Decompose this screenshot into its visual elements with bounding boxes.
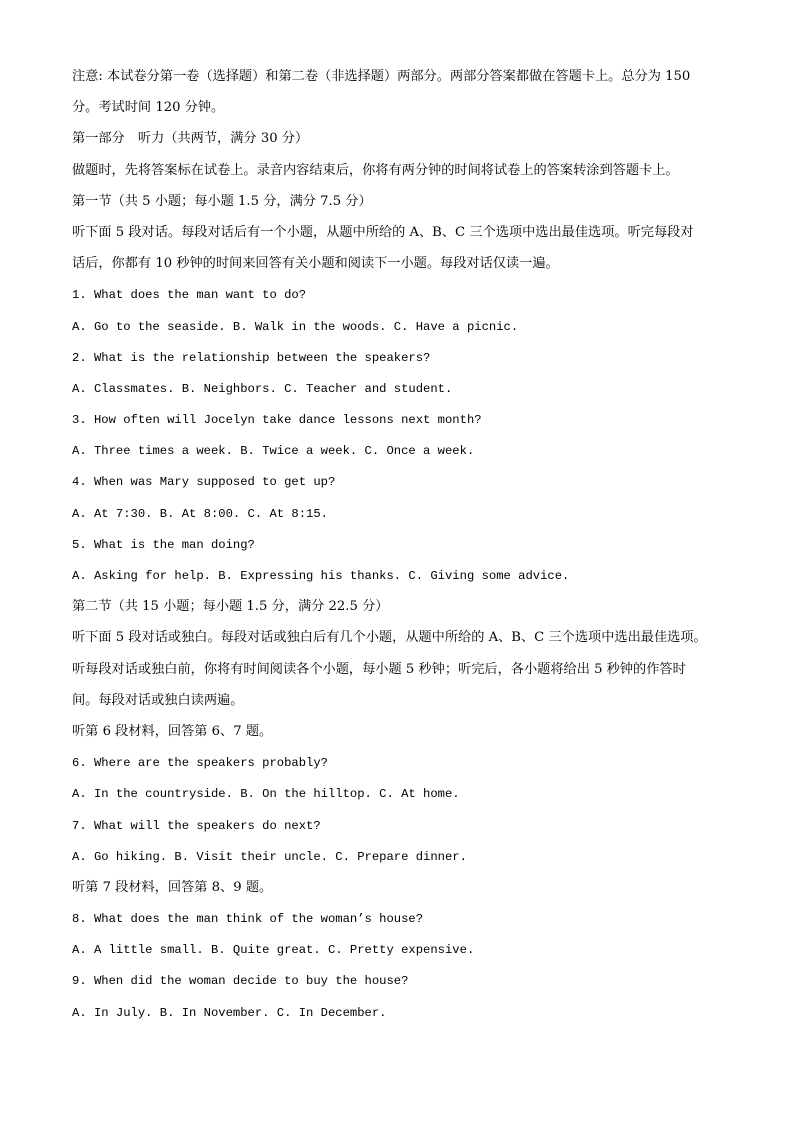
question-4-options: A. At 7:30. B. At 8:00. C. At 8:15.: [72, 506, 328, 521]
part-one-heading: 第一部分 听力（共两节，满分 30 分）: [72, 131, 309, 147]
material-6-heading: 听第 6 段材料，回答第 6、7 题。: [72, 723, 273, 739]
instruction-notice-line-2: 分。考试时间 120 分钟。: [72, 100, 225, 116]
section-one-instruction-line-1: 听下面 5 段对话。每段对话后有一个小题，从题中所给的 A、B、C 三个选项中选出最佳选项。听完每段对: [72, 224, 694, 240]
section-two-instruction-line-1: 听下面 5 段对话或独白。每段对话或独白后有几个小题，从题中所给的 A、B、C 三个选项中选出最佳选项。: [72, 630, 707, 646]
question-1: 1. What does the man want to do?: [72, 288, 307, 303]
question-5: 5. What is the man doing?: [72, 537, 255, 552]
section-two-heading: 第二节（共 15 小题；每小题 1.5 分，满分 22.5 分）: [72, 599, 389, 615]
question-3: 3. How often will Jocelyn take dance lessons next month?: [72, 413, 482, 428]
question-6: 6. Where are the speakers probably?: [72, 756, 328, 771]
question-3-options: A. Three times a week. B. Twice a week. C. Once a week.: [72, 444, 475, 459]
material-7-heading: 听第 7 段材料，回答第 8、9 题。: [72, 879, 273, 895]
part-one-instruction: 做题时，先将答案标在试卷上。录音内容结束后，你将有两分钟的时间将试卷上的答案转涂到答题卡上。: [72, 162, 679, 178]
question-5-options: A. Asking for help. B. Expressing his thanks. C. Giving some advice.: [72, 569, 570, 583]
section-one-heading: 第一节（共 5 小题；每小题 1.5 分，满分 7.5 分）: [72, 193, 372, 209]
question-8: 8. What does the man think of the woman’s house?: [72, 912, 424, 927]
section-two-instruction-line-3: 间。每段对话或独白读两遍。: [72, 692, 244, 708]
question-2: 2. What is the relationship between the speakers?: [72, 350, 431, 365]
section-two-instruction-line-2: 听每段对话或独白前，你将有时间阅读各个小题，每小题 5 秒钟；听完后，各小题将给出 5 秒钟的作答时: [72, 661, 686, 677]
question-2-options: A. Classmates. B. Neighbors. C. Teacher and student.: [72, 381, 453, 396]
question-9: 9. When did the woman decide to buy the house?: [72, 974, 409, 989]
question-7-options: A. Go hiking. B. Visit their uncle. C. Prepare dinner.: [72, 849, 467, 864]
question-7: 7. What will the speakers do next?: [72, 818, 321, 833]
question-9-options: A. In July. B. In November. C. In December.: [72, 1005, 387, 1020]
section-one-instruction-line-2: 话后，你都有 10 秒钟的时间来回答有关小题和阅读下一小题。每段对话仅读一遍。: [72, 256, 559, 272]
exam-page: [72, 66, 732, 1033]
question-8-options: A. A little small. B. Quite great. C. Pretty expensive.: [72, 943, 475, 958]
question-4: 4. When was Mary supposed to get up?: [72, 475, 336, 490]
question-1-options: A. Go to the seaside. B. Walk in the woods. C. Have a picnic.: [72, 319, 519, 334]
instruction-notice-line-1: 注意: 本试卷分第一卷（选择题）和第二卷（非选择题）两部分。两部分答案都做在答题卡上。总分为 150: [72, 69, 691, 84]
question-6-options: A. In the countryside. B. On the hilltop. C. At home.: [72, 787, 460, 802]
